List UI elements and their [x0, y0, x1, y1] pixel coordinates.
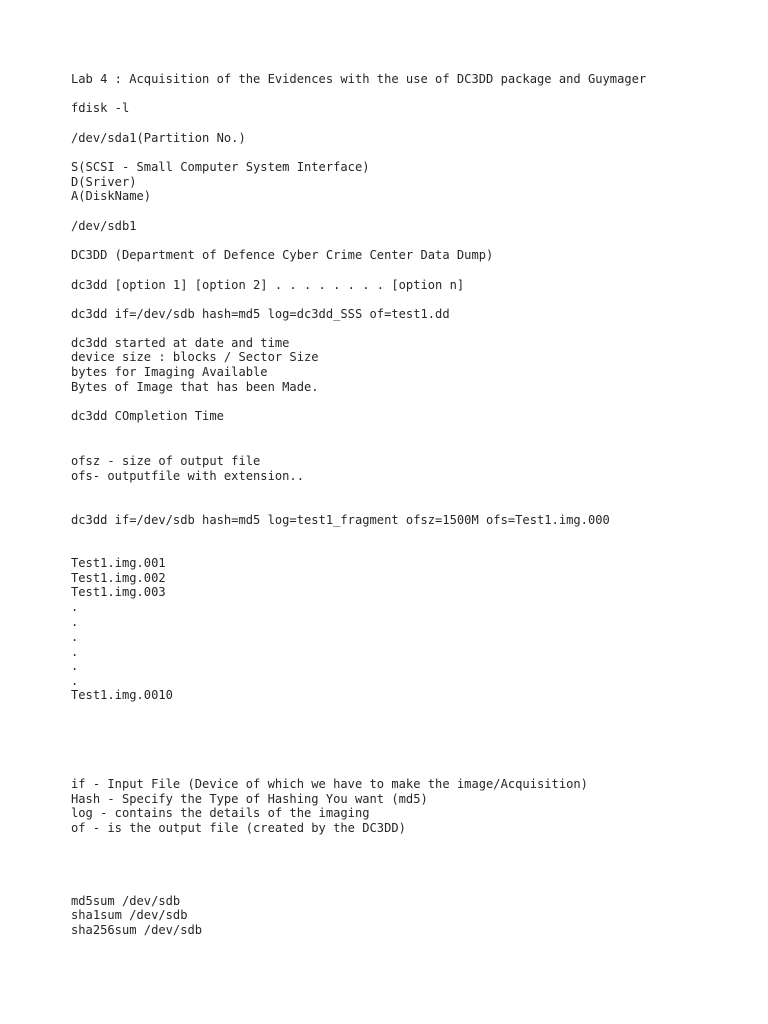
- command-line: md5sum /dev/sdb: [71, 894, 181, 908]
- file-name: Test1.img.001: [71, 556, 166, 570]
- text-line: ofsz - size of output file: [71, 454, 261, 468]
- text-line: ofs- outputfile with extension..: [71, 469, 304, 483]
- document-title: Lab 4 : Acquisition of the Evidences with the use of DC3DD package and Guymager: [71, 72, 647, 86]
- ellipsis-dot: .: [71, 600, 79, 614]
- ellipsis-dot: .: [71, 615, 79, 629]
- text-line: D(Sriver): [71, 175, 137, 189]
- text-line: bytes for Imaging Available: [71, 365, 268, 379]
- ellipsis-dot: .: [71, 630, 79, 644]
- text-line: device size : blocks / Sector Size: [71, 350, 319, 364]
- file-name: Test1.img.002: [71, 571, 166, 585]
- text-line: DC3DD (Department of Defence Cyber Crime Center Data Dump): [71, 248, 494, 262]
- definition-line: Hash - Specify the Type of Hashing You want (md5): [71, 792, 428, 806]
- ellipsis-dot: .: [71, 645, 79, 659]
- text-line: A(DiskName): [71, 189, 152, 203]
- command-line: sha1sum /dev/sdb: [71, 908, 188, 922]
- text-line: dc3dd started at date and time: [71, 336, 290, 350]
- text-line: /dev/sda1(Partition No.): [71, 131, 246, 145]
- text-line: dc3dd COmpletion Time: [71, 409, 224, 423]
- definition-line: log - contains the details of the imaging: [71, 806, 370, 820]
- command-line: dc3dd if=/dev/sdb hash=md5 log=dc3dd_SSS of=test1.dd: [71, 307, 450, 321]
- file-name: Test1.img.0010: [71, 688, 173, 702]
- text-line: Bytes of Image that has been Made.: [71, 380, 319, 394]
- command-line: sha256sum /dev/sdb: [71, 923, 203, 937]
- file-name: Test1.img.003: [71, 585, 166, 599]
- definition-line: of - is the output file (created by the DC3DD): [71, 821, 406, 835]
- text-line: S(SCSI - Small Computer System Interface): [71, 160, 370, 174]
- text-line: /dev/sdb1: [71, 219, 137, 233]
- text-line: fdisk -l: [71, 101, 130, 115]
- ellipsis-dot: .: [71, 674, 79, 688]
- definition-line: if - Input File (Device of which we have to make the image/Acquisition): [71, 777, 588, 791]
- command-line: dc3dd if=/dev/sdb hash=md5 log=test1_fragment ofsz=1500M ofs=Test1.img.000: [71, 513, 610, 527]
- ellipsis-dot: .: [71, 659, 79, 673]
- text-line: dc3dd [option 1] [option 2] . . . . . . . . [option n]: [71, 278, 465, 292]
